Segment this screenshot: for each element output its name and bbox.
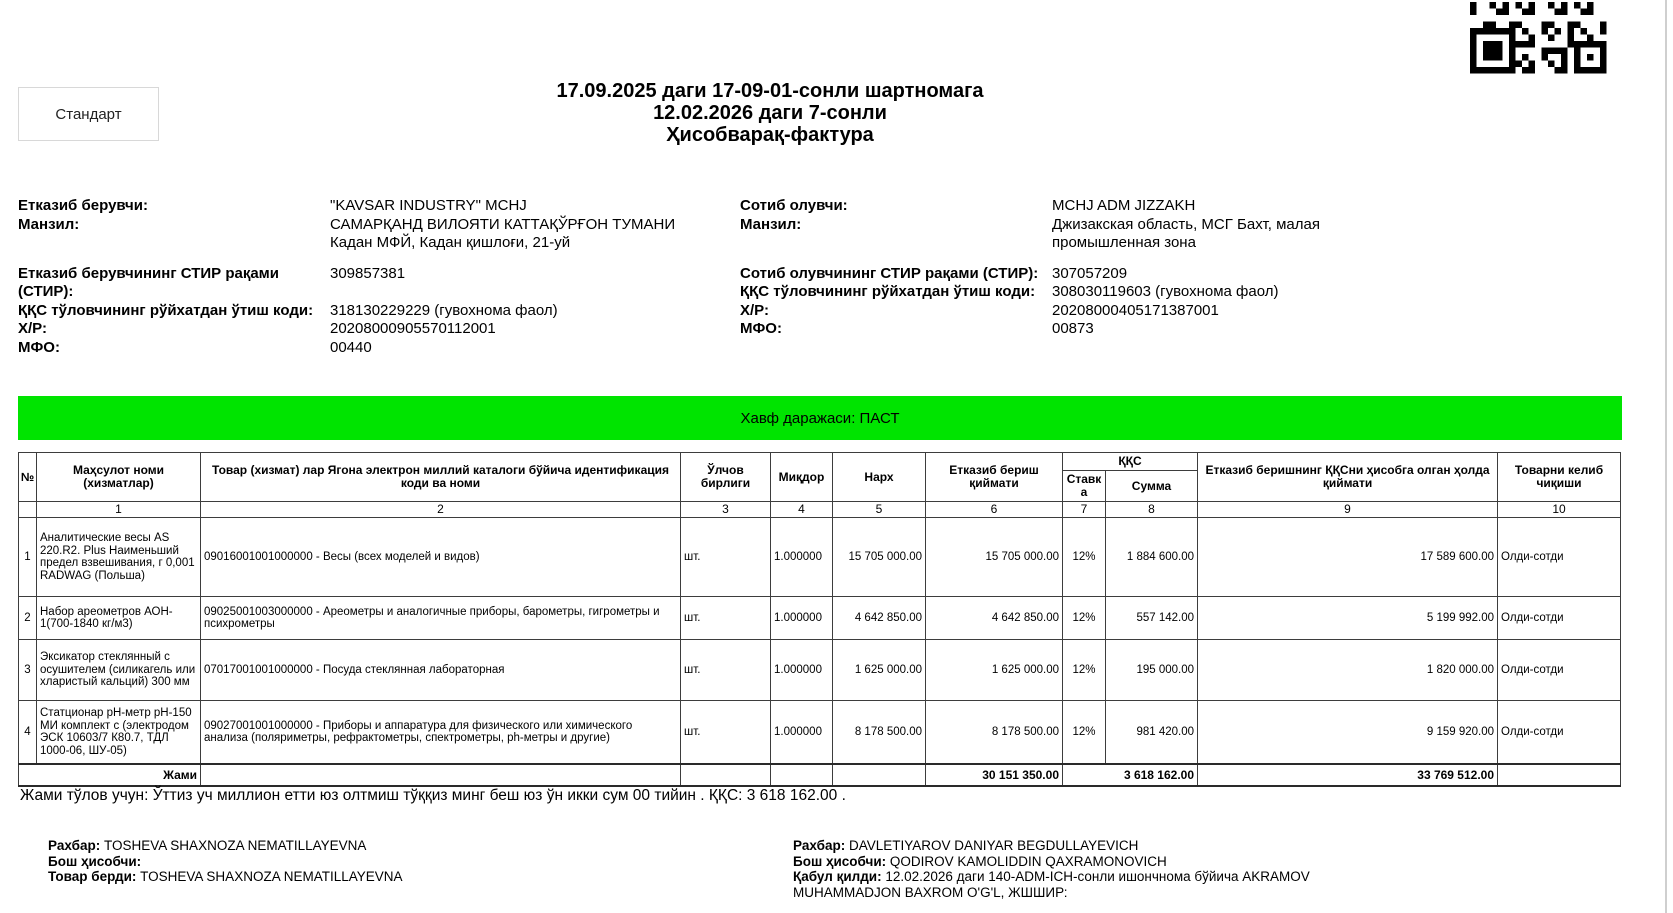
table-colnumber-row [19,502,1621,518]
col-header-price: Нарх [833,453,926,502]
buyer-vat-code-row [740,283,1390,302]
supplier-tin-label: Етказиб берувчининг СТИР рақами (СТИР): [18,264,279,300]
colnum-7: 7 [1063,502,1106,518]
total-empty-catalog [201,764,681,786]
supplier-goods-given-line [48,869,688,885]
buyer-accepted-value: 12.02.2026 даги 140-ADM-ICH-сонли ишончнома бўйича AKRAMOV MUHAMMADJON BAXROM O'G'L, ЖШШИР: [793,869,1310,900]
buyer-director-label: Рахбар: [793,838,846,853]
buyer-name-value: MCHJ ADM JIZZAKH [1052,197,1196,214]
row-vat-sum: 195 000.00 [1106,640,1198,701]
supplier-name-label: Етказиб берувчи: [18,197,148,214]
supplier-goods-given-label: Товар берди: [48,869,137,884]
row-vat-rate: 12% [1063,518,1106,597]
standard-template-button[interactable]: Стандарт [18,87,159,141]
col-header-catalog: Товар (хизмат) лар Ягона электрон миллий каталоги бўйича идентификация коди ва номи [201,453,681,502]
row-total: 5 199 992.00 [1198,597,1498,640]
supplier-mfo-row [18,339,708,358]
col-header-unit: Ўлчов бирлиги [681,453,771,502]
row-num: 1 [19,518,37,597]
row-catalog: 07017001001000000 - Посуда стеклянная лабораторная [201,640,681,701]
table-row [19,597,1621,640]
row-catalog: 09027001001000000 - Приборы и аппаратура для физического или химического анализа (поляриметры, рефрактометры, спектрометры, ph-метры и другие) [201,701,681,765]
buyer-director-value: DAVLETIYAROV DANIYAR BEGDULLAYEVICH [849,838,1139,853]
colnum-2: 2 [201,502,681,518]
risk-level-banner: Хавф даражаси: ПАСТ [18,396,1622,440]
row-vat-sum: 981 420.00 [1106,701,1198,765]
row-price: 15 705 000.00 [833,518,926,597]
buyer-account-value: 20208000405171387001 [1052,301,1219,319]
col-header-delivery: Етказиб бериш қиймати [926,453,1063,502]
supplier-vat-code-row [18,302,708,321]
row-price: 8 178 500.00 [833,701,926,765]
supplier-mfo-label: МФО: [18,338,60,356]
buyer-name-row [740,197,1390,216]
row-origin: Олди-сотди [1498,518,1621,597]
page-right-edge-line [1665,0,1667,913]
supplier-accountant-line [48,854,688,870]
row-total: 1 820 000.00 [1198,640,1498,701]
supplier-director-value: TOSHEVA SHAXNOZA NEMATILLAYEVNA [104,838,367,853]
row-qty: 1.000000 [771,701,833,765]
buyer-director-line [793,838,1413,854]
amount-in-words-line: Жами тўлов учун: Ўттиз уч миллион етти юз олтмиш тўққиз минг беш юз ўн икки сум 00 тийин . ҚҚС: 3 618 162.00 . [20,787,846,804]
col-header-vat: ҚҚС [1063,453,1198,471]
table-total-row [19,764,1621,786]
total-empty-unit [681,764,771,786]
row-delivery: 8 178 500.00 [926,701,1063,765]
supplier-goods-given-value: TOSHEVA SHAXNOZA NEMATILLAYEVNA [140,869,403,884]
row-vat-sum: 1 884 600.00 [1106,518,1198,597]
total-empty-qty [771,764,833,786]
supplier-tin-value: 309857381 [330,264,406,282]
row-delivery: 15 705 000.00 [926,518,1063,597]
buyer-vat-code-label: ҚҚС тўловчининг рўйхатдан ўтиш коди: [740,283,1036,300]
buyer-accepted-line [793,869,1413,900]
row-unit: шт. [681,518,771,597]
total-empty-origin [1498,764,1621,786]
row-unit: шт. [681,701,771,765]
table-row [19,640,1621,701]
supplier-accountant-label: Бош ҳисобчи: [48,853,142,869]
row-num: 4 [19,701,37,765]
buyer-tin-label: Сотиб олувчининг СТИР рақами (СТИР): [740,264,1039,282]
row-unit: шт. [681,597,771,640]
row-total: 9 159 920.00 [1198,701,1498,765]
col-header-num: № [19,453,37,502]
buyer-accountant-value: QODIROV KAMOLIDDIN QAXRAMONOVICH [889,853,1167,869]
qr-code [1470,2,1607,74]
buyer-tin-row [740,265,1390,284]
buyer-accountant-label: Бош ҳисобчи: [793,853,887,869]
row-num: 2 [19,597,37,640]
buyer-block [740,197,1390,339]
supplier-vat-code-label: ҚҚС тўловчининг рўйхатдан ўтиш коди: [18,301,314,319]
invoice-title [400,80,1140,146]
col-header-vat-rate: Ставка [1063,471,1106,502]
row-vat-rate: 12% [1063,640,1106,701]
supplier-account-row [18,320,708,339]
total-vat-sum: 3 618 162.00 [1063,764,1198,786]
total-label: Жами [19,764,201,786]
supplier-vat-code-value: 318130229229 (гувохнома фаол) [330,301,558,319]
buyer-vat-code-value: 308030119603 (гувохнома фаол) [1052,283,1279,300]
buyer-mfo-value: 00873 [1052,320,1094,337]
buyer-mfo-label: МФО: [740,320,782,337]
row-catalog: 09016001001000000 - Весы (всех моделей и видов) [201,518,681,597]
colnum-8: 8 [1106,502,1198,518]
row-product: Аналитические весы AS 220.R2. Plus Наименьший предел взвешивания, г 0,001 RADWAG (Польша) [37,518,201,597]
invoice-table [18,452,1621,787]
row-unit: шт. [681,640,771,701]
row-qty: 1.000000 [771,640,833,701]
row-catalog: 09025001003000000 - Ареометры и аналогичные приборы, барометры, гигрометры и психрометры [201,597,681,640]
buyer-signatures [793,838,1413,900]
row-delivery: 1 625 000.00 [926,640,1063,701]
row-price: 4 642 850.00 [833,597,926,640]
supplier-director-line [48,838,688,854]
row-total: 17 589 600.00 [1198,518,1498,597]
row-delivery: 4 642 850.00 [926,597,1063,640]
buyer-accepted-label: Қабул қилди: [793,869,882,884]
buyer-accountant-line [793,854,1413,870]
total-delivery: 30 151 350.00 [926,764,1063,786]
col-header-origin: Товарни келиб чиқиши [1498,453,1621,502]
buyer-address-value: Джизакская область, МСГ Бахт, малая промышленная зона [1052,215,1320,251]
total-with-vat: 33 769 512.00 [1198,764,1498,786]
supplier-name-value: "KAVSAR INDUSTRY" MCHJ [330,197,527,214]
buyer-address-label: Манзил: [740,215,802,233]
colnum-empty [19,502,37,518]
supplier-signatures [48,838,688,885]
table-row [19,518,1621,597]
supplier-mfo-value: 00440 [330,338,372,356]
colnum-10: 10 [1498,502,1621,518]
invoice-title-line1: 17.09.2025 даги 17-09-01-сонли шартномага [556,80,984,102]
row-origin: Олди-сотди [1498,640,1621,701]
supplier-address-label: Манзил: [18,215,80,233]
row-origin: Олди-сотди [1498,701,1621,765]
row-product: Набор ареометров АОН- 1(700-1840 кг/м3) [37,597,201,640]
buyer-tin-value: 307057209 [1052,264,1128,282]
supplier-director-label: Рахбар: [48,838,101,853]
row-qty: 1.000000 [771,518,833,597]
row-vat-rate: 12% [1063,701,1106,765]
col-header-product: Маҳсулот номи (хизматлар) [37,453,201,502]
colnum-3: 3 [681,502,771,518]
table-row [19,701,1621,765]
buyer-mfo-row [740,320,1390,339]
buyer-account-label: Х/Р: [740,301,769,319]
buyer-name-label: Сотиб олувчи: [740,197,848,214]
buyer-account-row [740,302,1390,321]
colnum-9: 9 [1198,502,1498,518]
supplier-address-row [18,216,708,253]
table-header-row [19,453,1621,471]
colnum-6: 6 [926,502,1063,518]
supplier-account-value: 20208000905570112001 [330,320,496,337]
col-header-qty: Миқдор [771,453,833,502]
row-num: 3 [19,640,37,701]
colnum-5: 5 [833,502,926,518]
supplier-name-row [18,197,708,216]
row-product: Эксикатор стеклянный с осушителем (силикагель или хларистый кальций) 300 мм [37,640,201,701]
colnum-1: 1 [37,502,201,518]
supplier-address-value: САМАРҚАНД ВИЛОЯТИ КАТТАҚЎРҒОН ТУМАНИ Кадан МФЙ, Кадан қишлоғи, 21-уй [330,215,676,251]
total-empty-price [833,764,926,786]
col-header-vat-sum: Сумма [1106,471,1198,502]
supplier-block [18,197,708,357]
invoice-title-line2: 12.02.2026 даги 7-сонли [653,102,887,124]
row-origin: Олди-сотди [1498,597,1621,640]
col-header-total-with-vat: Етказиб беришнинг ҚҚСни ҳисобга олган ҳолда қиймати [1198,453,1498,502]
row-vat-sum: 557 142.00 [1106,597,1198,640]
row-price: 1 625 000.00 [833,640,926,701]
buyer-address-row [740,216,1390,253]
row-qty: 1.000000 [771,597,833,640]
supplier-tin-row [18,265,708,302]
row-vat-rate: 12% [1063,597,1106,640]
supplier-account-label: Х/Р: [18,320,47,337]
invoice-title-line3: Ҳисобварақ-фактура [666,124,874,146]
row-product: Статционар pH-метр pH-150 МИ комплект с (электродом ЭСК 10603/7 К80.7, ТДЛ 1000-06, ШУ-05) [37,701,201,765]
colnum-4: 4 [771,502,833,518]
